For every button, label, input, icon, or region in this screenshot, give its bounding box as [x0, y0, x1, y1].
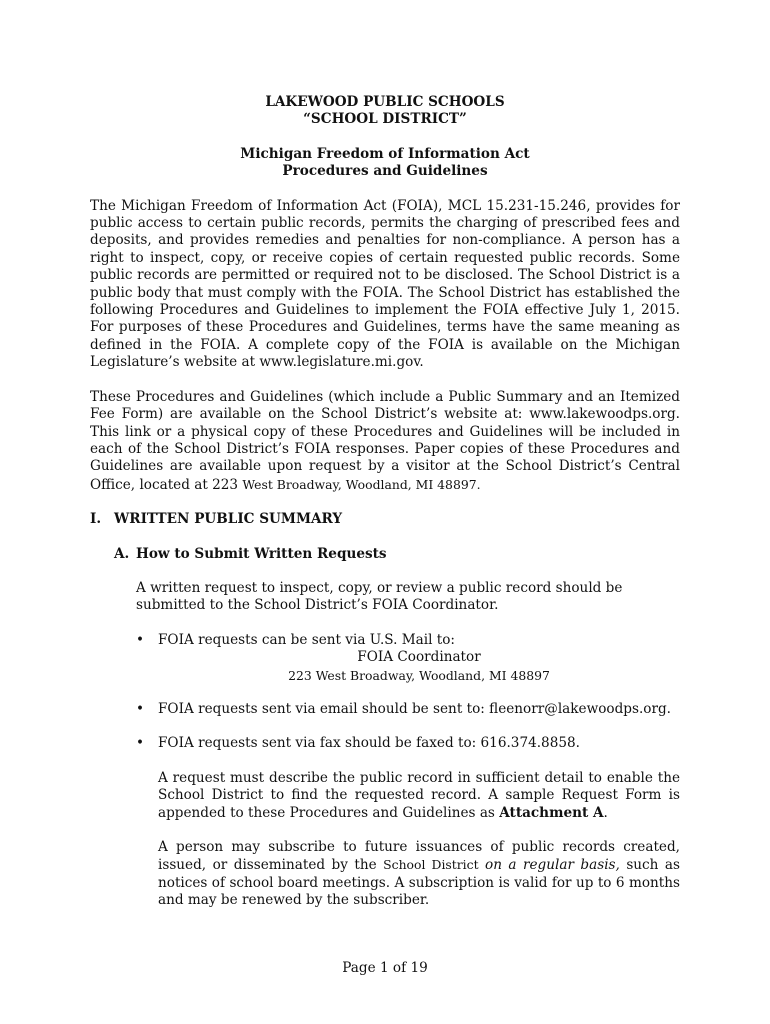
describe-paragraph: [90, 770, 680, 822]
mail-address: 223 West Broadway, Woodland, MI 48897: [288, 667, 550, 683]
section-title: WRITTEN PUBLIC SUMMARY: [114, 511, 343, 528]
attachment-label: Attachment A: [499, 804, 604, 821]
bullet-icon: •: [136, 631, 145, 648]
list-item: [90, 701, 680, 718]
availability-paragraph: [90, 389, 680, 494]
section-number: I.: [90, 511, 102, 528]
intro-paragraph: The Michigan Freedom of Information Act (FOIA), MCL 15.231-15.246, provides for public access to certain public records, permits the charging of prescribed fees and deposits, and provides remedies and penalties for non-compliance. A person has a right to inspect, copy, or receive copies of certain requested public records. Some public records are permitted or required not to be disclosed. The School District is a public body that must comply with the FOIA. The School District has established the following Procedures and Guidelines to implement the FOIA effective July 1, 2015. For purposes of these Procedures and Guidelines, terms have the same meaning as defined in the FOIA. A complete copy of the FOIA is available on the Michigan Legislature’s website at www.legislature.mi.gov.: [90, 197, 680, 371]
subscribe-paragraph: [90, 839, 680, 910]
subscribe-text-1: A person may subscribe to future issuances of public records created, issued, or disseminated by the: [158, 839, 680, 874]
district-name: LAKEWOOD PUBLIC SCHOOLS: [265, 94, 505, 110]
attachment-period: .: [603, 804, 608, 821]
list-item: [90, 632, 680, 649]
describe-text: A request must describe the public record in sufficient detail to enable the School District to find the requested record. A sample Request Form is appended to these Procedures and Guidelines as: [158, 769, 680, 821]
section-heading: [90, 511, 680, 528]
bullet-icon: •: [136, 700, 145, 717]
district-alias: “SCHOOL DISTRICT”: [303, 111, 467, 128]
central-office-address: West Broadway, Woodland, MI 48897.: [242, 476, 481, 492]
bullet-fax-text: FOIA requests sent via fax should be faxed to: 616.374.8858.: [158, 735, 580, 752]
availability-text: These Procedures and Guidelines (which include a Public Summary and an Itemized Fee Form) are available on the School District’s website at: www.lakewoodps.org. This link or a physical copy of these Procedures and Guidelines will be included in each of the School District’s FOIA responses. Paper copies of these Procedures and Guidelines are available upon request by a visitor at the School District’s Central Office, located at 223: [90, 388, 680, 493]
doc-title-line2: Procedures and Guidelines: [282, 163, 488, 180]
document-page: [90, 94, 680, 910]
subsection-title: How to Submit Written Requests: [136, 545, 387, 562]
bullet-email-text: FOIA requests sent via email should be sent to: fleenorr@lakewoodps.org.: [158, 700, 671, 717]
subscribe-district: School District: [383, 857, 479, 873]
submit-paragraph: A written request to inspect, copy, or review a public record should be submitted to the School District’s FOIA Coordinator.: [136, 579, 623, 614]
subsection-letter: A.: [114, 545, 130, 562]
subsection-heading: [90, 546, 680, 563]
subscribe-italic: on a regular basis,: [485, 857, 620, 874]
mail-recipient: FOIA Coordinator: [357, 649, 481, 666]
subscribe-text-2: such as notices of school board meetings. A subscription is valid for up to 6 months and may be renewed by the subscriber.: [158, 857, 680, 909]
bullet-icon: •: [136, 735, 145, 752]
doc-title-line1: Michigan Freedom of Information Act: [240, 145, 530, 162]
bullet-mail-text: FOIA requests can be sent via U.S. Mail to:: [158, 631, 456, 648]
page-number: Page 1 of 19: [342, 960, 428, 976]
list-item: [90, 735, 680, 752]
